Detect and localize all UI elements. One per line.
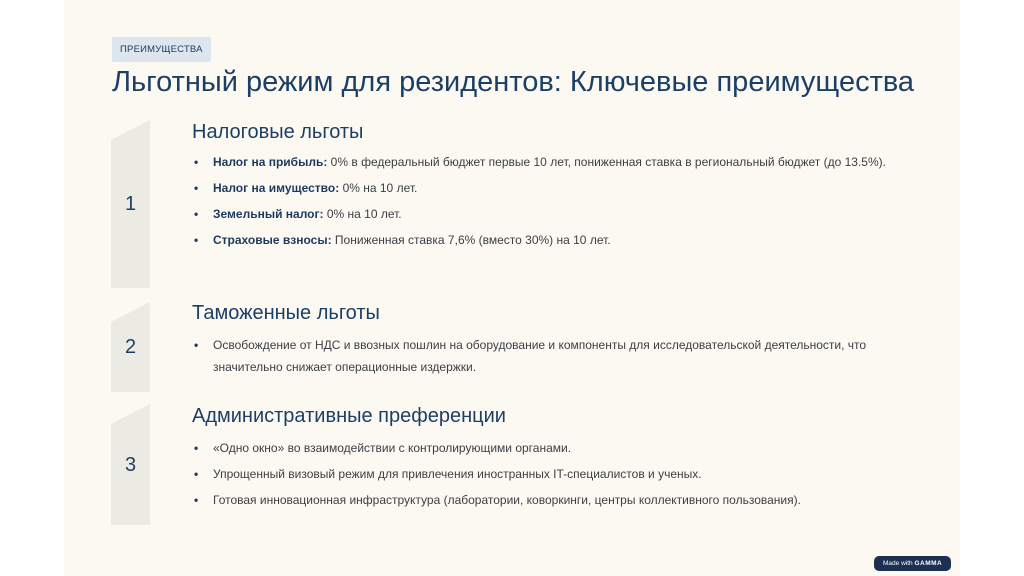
bullet-icon: • (194, 233, 199, 247)
section-title-customs: Таможенные льготы (192, 302, 380, 324)
list-item (194, 334, 904, 378)
badge-prefix: Made with (883, 560, 913, 567)
made-with-gamma-badge[interactable] (874, 556, 951, 571)
customs-benefits-list (194, 334, 904, 382)
section-title-tax: Налоговые льготы (192, 121, 364, 143)
list-item (194, 489, 904, 511)
item-text: «Одно окно» во взаимодействии с контролирующими органами. (213, 441, 572, 455)
list-item (194, 229, 904, 251)
section-title-admin: Административные преференции (192, 405, 506, 427)
bullet-icon: • (194, 493, 199, 507)
bullet-icon: • (194, 181, 199, 195)
item-label: Земельный налог: (213, 207, 324, 221)
bullet-icon: • (194, 467, 199, 481)
admin-benefits-list (194, 437, 904, 515)
item-label: Налог на прибыль: (213, 155, 328, 169)
bullet-icon: • (194, 155, 199, 169)
item-text: 0% на 10 лет. (323, 207, 402, 221)
bullet-icon: • (194, 338, 199, 352)
tax-benefits-list (194, 151, 904, 255)
page-title: Льготный режим для резидентов: Ключевые преимущества (112, 66, 915, 98)
bullet-icon: • (194, 207, 199, 221)
list-item (194, 177, 904, 199)
item-text: Упрощенный визовый режим для привлечения иностранных IT-специалистов и ученых. (213, 467, 702, 481)
item-text: Пониженная ставка 7,6% (вместо 30%) на 10 лет. (331, 233, 611, 247)
list-item (194, 437, 904, 459)
list-item (194, 463, 904, 485)
gamma-logo: GAMMA (914, 560, 943, 567)
item-label: Страховые взносы: (213, 233, 332, 247)
item-text: 0% в федеральный бюджет первые 10 лет, пониженная ставка в региональный бюджет (до 13.5%). (327, 155, 886, 169)
list-item (194, 151, 904, 173)
bullet-icon: • (194, 441, 199, 455)
section-number-3: 3 (124, 454, 137, 476)
section-number-1: 1 (124, 193, 137, 215)
item-label: Налог на имущество: (213, 181, 340, 195)
section-number-2: 2 (124, 336, 137, 358)
list-item (194, 203, 904, 225)
item-text: 0% на 10 лет. (339, 181, 418, 195)
item-text: Освобождение от НДС и ввозных пошлин на оборудование и компоненты для исследовательской деятельности, что значительно снижает операционные издержки. (213, 338, 867, 374)
item-text: Готовая инновационная инфраструктура (лаборатории, коворкинги, центры коллективного пользования). (213, 493, 801, 507)
slide (64, 0, 960, 576)
section-tag: ПРЕИМУЩЕСТВА (112, 37, 211, 62)
